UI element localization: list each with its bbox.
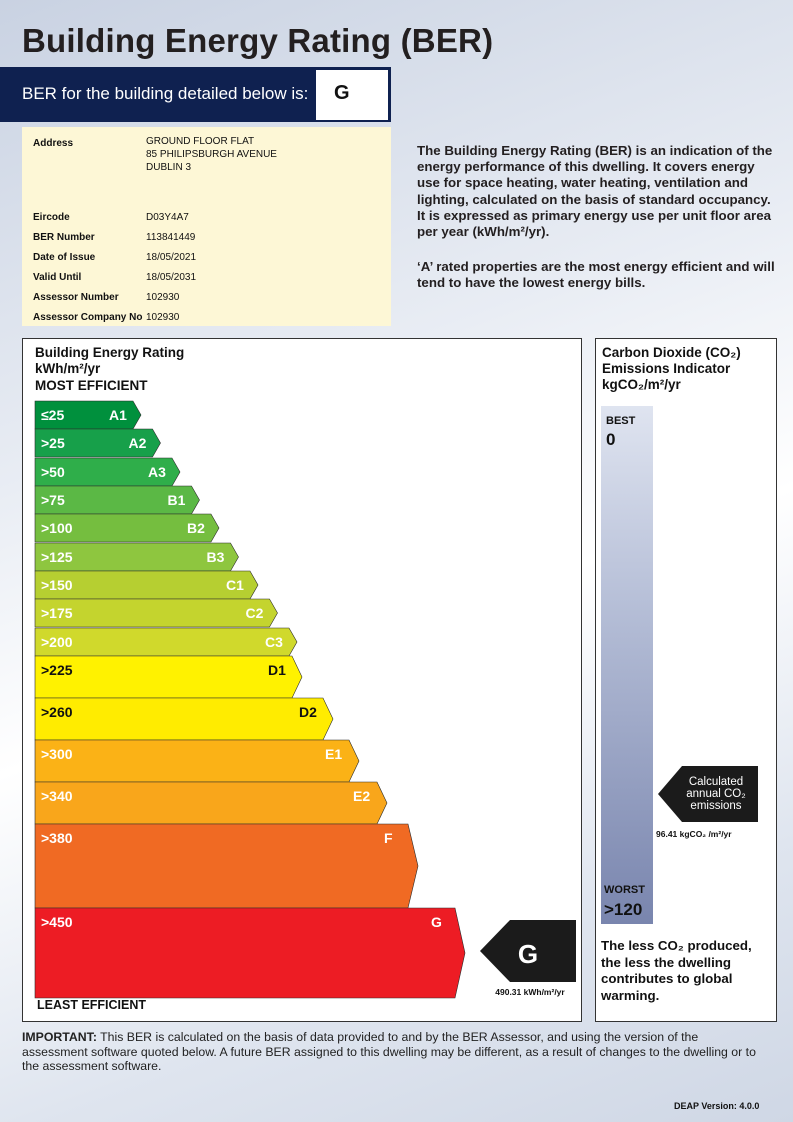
rating-band-c1	[35, 571, 258, 599]
rating-band-g	[35, 908, 465, 998]
energy-value-text: 490.31 kWh/m²/yr	[495, 987, 565, 997]
co2-pointer-line3: emissions	[690, 800, 742, 812]
rating-band-shape	[35, 782, 387, 824]
band-grade: F	[384, 830, 393, 846]
ber-description: The Building Energy Rating (BER) is an indication of the energy performance of this dwelling. It covers energy use for space heating, water heating, ventilation and lighting, calculated on the basis of standard occupancy. It is expressed as primary energy use per unit floor area per year (kWh/m²/yr).	[417, 143, 773, 240]
date-of-issue-label: Date of Issue	[33, 252, 96, 263]
rating-band-c2	[35, 599, 278, 627]
co2-best-value: 0	[606, 430, 616, 449]
rating-band-a2	[35, 429, 161, 457]
ber-number-value: 113841449	[146, 232, 196, 243]
co2-worst-value: >120	[604, 900, 643, 919]
band-range: >260	[41, 704, 73, 720]
band-range: >200	[41, 634, 73, 650]
rating-band-e2	[35, 782, 387, 824]
co2-pointer-text	[672, 776, 760, 812]
rating-band-shape	[35, 656, 302, 698]
band-range: >150	[41, 577, 73, 593]
co2-title-line2: Emissions Indicator	[602, 361, 731, 376]
rating-band-f	[35, 824, 418, 908]
co2-pointer-line2: annual CO₂	[686, 788, 746, 800]
band-grade: D1	[268, 662, 286, 678]
deap-version: DEAP Version: 4.0.0	[674, 1101, 760, 1111]
rating-band-shape	[35, 698, 333, 740]
band-grade: A1	[109, 407, 127, 423]
page-title: Building Energy Rating (BER)	[22, 22, 494, 59]
co2-footnote: The less CO₂ produced, the less the dwelling contributes to global warming.	[601, 938, 752, 1003]
band-range: >175	[41, 605, 73, 621]
least-efficient-label: LEAST EFFICIENT	[37, 998, 147, 1012]
important-lead: IMPORTANT:	[22, 1030, 97, 1044]
band-range: >75	[41, 492, 65, 508]
band-range: >450	[41, 914, 73, 930]
band-grade: B3	[206, 549, 225, 565]
ber-grade-value: G	[334, 82, 350, 104]
rating-band-c3	[35, 628, 297, 656]
band-range: ≤25	[41, 407, 65, 423]
co2-scale-bar	[601, 406, 653, 924]
co2-pointer-line1: Calculated	[688, 776, 744, 788]
co2-worst-label: WORST	[604, 884, 645, 896]
address-line-2: 85 PHILIPSBURGH AVENUE	[146, 149, 277, 160]
rating-band-b3	[35, 543, 239, 571]
address-line-3: DUBLIN 3	[146, 162, 192, 173]
band-grade: A3	[148, 464, 166, 480]
rating-band-d2	[35, 698, 333, 740]
band-grade: C1	[226, 577, 244, 593]
co2-title	[602, 345, 774, 393]
assessor-number-label: Assessor Number	[33, 292, 119, 303]
band-grade: B1	[167, 492, 186, 508]
band-range: >340	[41, 788, 73, 804]
band-range: >50	[41, 464, 65, 480]
valid-until-label: Valid Until	[33, 272, 82, 283]
band-range: >25	[41, 435, 65, 451]
band-range: >300	[41, 746, 73, 762]
band-grade: E1	[325, 746, 343, 762]
rating-band-d1	[35, 656, 302, 698]
date-of-issue-value: 18/05/2021	[146, 252, 197, 263]
rating-band-shape	[35, 824, 418, 908]
band-range: >380	[41, 830, 73, 846]
rating-band-shape	[35, 628, 297, 656]
co2-title-line1: Carbon Dioxide (CO₂)	[602, 345, 741, 360]
rating-band-b1	[35, 486, 200, 514]
rating-band-shape	[35, 740, 359, 782]
band-range: >125	[41, 549, 73, 565]
band-grade: A2	[128, 435, 147, 451]
eircode-value: D03Y4A7	[146, 212, 189, 223]
scale-units: kWh/m²/yr	[35, 361, 101, 376]
address-line-1: GROUND FLOOR FLAT	[146, 136, 255, 147]
co2-best-label: BEST	[606, 415, 636, 427]
co2-value-text: 96.41 kgCO₂ /m²/yr	[656, 829, 732, 839]
rating-band-b2	[35, 514, 219, 542]
band-grade: C2	[245, 605, 264, 621]
rating-band-shape	[35, 908, 465, 998]
assessor-company-value: 102930	[146, 312, 180, 323]
rating-pointer-grade: G	[517, 939, 539, 969]
eircode-label: Eircode	[33, 212, 70, 223]
address-label: Address	[33, 138, 74, 149]
assessor-company-label: Assessor Company No	[33, 312, 143, 323]
important-text: This BER is calculated on the basis of data provided to and by the BER Assessor, and using the version of the assessment software quoted below. A future BER assigned to this dwelling may be different, as a result of changes to the dwelling or to the assessment software.	[22, 1030, 756, 1073]
band-grade: B2	[187, 520, 205, 536]
rating-band-a1	[35, 401, 141, 429]
ber-summary-label: BER for the building detailed below is:	[22, 84, 309, 103]
a-rating-note: ‘A’ rated properties are the most energy efficient and will tend to have the lowest energy bills.	[417, 259, 775, 291]
band-grade: C3	[265, 634, 283, 650]
band-grade: E2	[353, 788, 371, 804]
band-grade: G	[431, 914, 442, 930]
band-range: >100	[41, 520, 73, 536]
co2-title-line3: kgCO₂/m²/yr	[602, 377, 681, 392]
rating-band-e1	[35, 740, 359, 782]
band-range: >225	[41, 662, 73, 678]
rating-band-a3	[35, 458, 180, 486]
scale-heading: Building Energy Rating	[35, 345, 185, 360]
ber-grade-box	[316, 70, 388, 120]
ber-number-label: BER Number	[33, 232, 95, 243]
valid-until-value: 18/05/2031	[146, 272, 197, 283]
important-notice	[22, 1030, 762, 1074]
assessor-number-value: 102930	[146, 292, 180, 303]
most-efficient-label: MOST EFFICIENT	[35, 378, 148, 393]
band-grade: D2	[299, 704, 317, 720]
